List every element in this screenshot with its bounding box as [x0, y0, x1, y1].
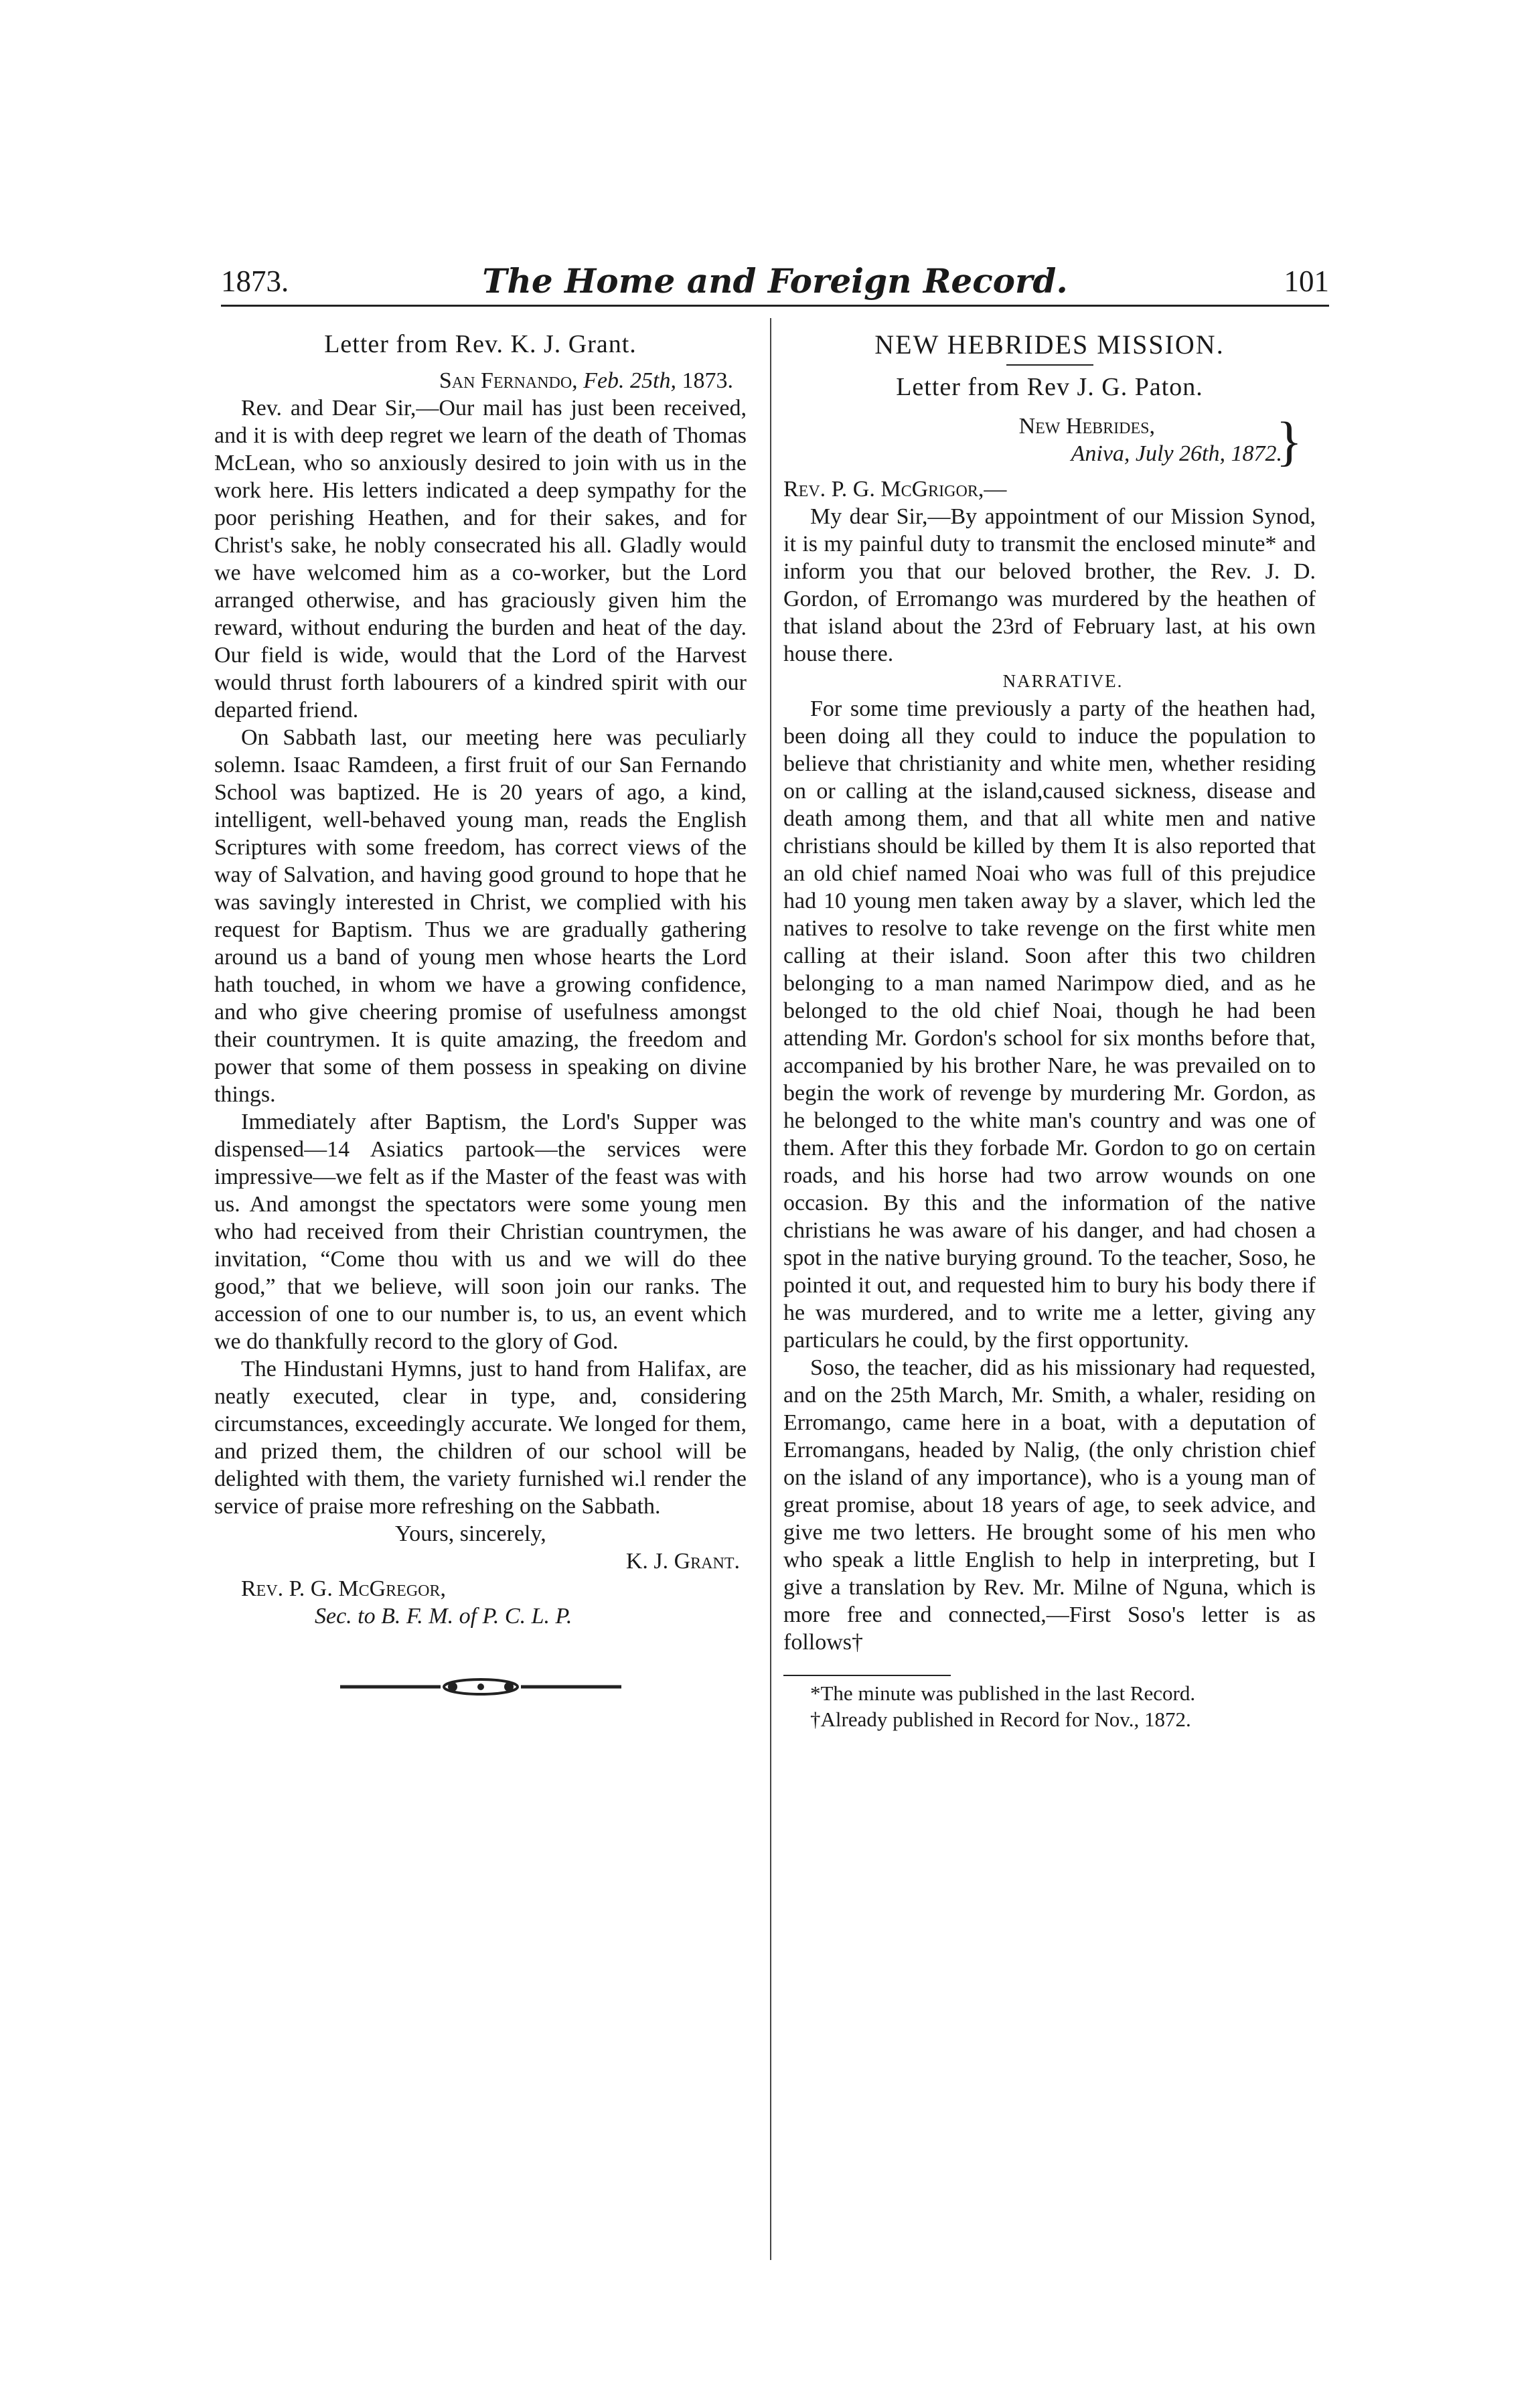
footnote-rule — [783, 1675, 951, 1676]
brace-glyph: } — [1276, 410, 1302, 471]
right-paragraph: For some time previously a party of the heathen had, been doing all they could to induce the population to believe that christianity and white men, whether residing on or calling at the island,caused sickness, disease and death among them, and that all white men and native christians should be killed by them It is also reported that an old chief named Noai who was full of this prejudice had 10 young men taken away by a slaver, which led the natives to resolve to take revenge on the first white men calling at their island. Soon after this two children belonging to a man named Narimpow died, and as he belonged to the old chief Noai, though he had been attending Mr. Gordon's school for six months before that, accompanied by his brother Nare, he was prevailed on to begin the work of revenge by murdering Mr. Gordon, as he belonged to the white man's country and was one of them. After this they forbade Mr. Gordon to go on certain roads, and his horse had two arrow wounds on one occasion. By this and the information of the native christians he was aware of his danger, and had chosen a spot in the native burying ground. To the teacher, Soso, he pointed it out, and requested him to bury his body there if he was murdered, and to write me a letter, giving any particulars he could, by the first opportunity. — [783, 696, 1316, 1353]
right-paragraph: Soso, the teacher, did as his missionary had requested, and on the 25th March, Mr. Smith, a whaler, residing on Erromango, came here in a boat, with a deputation of Erromangans, headed by Nalig, (the only christion chief on the island of any importance), who is a young man of great promise, about 18 years of age, to seek advice, and give me two letters. He brought some of his men who who speak a little English to help in interpreting, but I give a translation by Rev. Mr. Milne of Nguna, which is more free and connected,—First Soso's letter is as follows† — [783, 1355, 1316, 1655]
left-heading: Letter from Rev. K. J. Grant. — [324, 330, 637, 358]
left-column — [214, 328, 747, 1697]
section-title: NEW HEBRIDES MISSION. — [874, 329, 1225, 360]
dateline-date: Aniva, July 26th, 1872. — [1071, 441, 1282, 466]
closing: Yours, sincerely, — [395, 1521, 546, 1546]
intro-paragraph: My dear Sir,—By appointment of our Mission Synod, it is my painful duty to transmit the enclosed minute* and inform you that our beloved brother, the Rev. J. D. Gordon, of Erromango was murdered by the heathen of that island about the 23rd of February last, at his own house there. — [783, 504, 1316, 666]
addressee-title: Sec. to B. F. M. of P. C. L. P. — [315, 1604, 572, 1629]
right-dateline — [783, 410, 1302, 471]
header-rule — [221, 305, 1329, 307]
footnote: †Already published in Record for Nov., 1872. — [810, 1708, 1191, 1731]
section-rule — [1006, 364, 1093, 366]
dateline-place: San Fernando, — [439, 368, 578, 393]
signature: K. J. Grant. — [625, 1549, 740, 1574]
header-year: 1873. — [221, 265, 289, 298]
footnote: *The minute was published in the last Record. — [810, 1681, 1196, 1705]
column-divider — [770, 318, 771, 2260]
header-title: The Home and Foreign Record. — [482, 261, 1068, 301]
right-column — [783, 328, 1316, 1732]
page-number: 101 — [1284, 265, 1329, 298]
left-paragraph: Immediately after Baptism, the Lord's Supper was dispensed—14 Asiatics partook—the services were impressive—we felt as if the Master of the feast was with us. And amongst the spectators were some young men who had received from their Christian countrymen, the invitation, “Come thou with us and we will do thee good,” that we believe, will soon join our ranks. The accession of one to our number is, to us, an event which we do thankfully record to the glory of God. — [214, 1110, 747, 1354]
left-paragraph: The Hindustani Hymns, just to hand from Halifax, are neatly executed, clear in type, and, considering circumstances, exceedingly accurate. We longed for them, and prized them, the children of our school will be delighted with them, the variety furnished wi.l render the service of praise more refreshing on the Sabbath. — [214, 1357, 747, 1519]
dateline-date: Feb. 25th, — [583, 368, 676, 393]
right-heading: Letter from Rev J. G. Paton. — [896, 373, 1203, 401]
left-paragraph: Rev. and Dear Sir,—Our mail has just been received, and it is with deep regret we learn of the death of Thomas McLean, who so anxiously desired to join with us in the work here. His letters indicated a deep sympathy for the poor perishing Heathen, and for their sakes, and for Christ's sake, he nobly consecrated his all. Gladly would we have welcomed him as a co-worker, but the Lord arranged otherwise, and has graciously given him the reward, without enduring the burden and heat of the day. Our field is wide, would that the Lord of the Harvest would thrust forth labourers of a kindred spirit with our departed friend. — [214, 396, 747, 723]
dateline-place: New Hebrides, — [1018, 414, 1155, 439]
salutation: Rev. P. G. McGrigor,— — [783, 477, 1007, 502]
left-dateline — [214, 367, 747, 394]
dateline-year: 1873. — [682, 368, 733, 393]
narrative-subheading: NARRATIVE. — [1002, 671, 1124, 691]
running-head — [221, 258, 1329, 305]
left-paragraph: On Sabbath last, our meeting here was peculiarly solemn. Isaac Ramdeen, a first fruit of our San Fernando School was baptized. He is 20 years of ago, a kind, intelligent, well-behaved young man, reads the English Scriptures with some freedom, has correct views of the way of Salvation, and having good ground to hope that he was savingly interested in Christ, we complied with his request for Baptism. Thus we are gradually gathering around us a band of young men whose hearts the Lord hath touched, in whom we have a growing confidence, and who give cheering promise of usefulness amongst their countrymen. It is quite amazing, the freedom and power that some of them possess in speaking on divine things. — [214, 725, 747, 1107]
addressee: Rev. P. G. McGregor, — [241, 1576, 446, 1601]
ornament-divider — [340, 1677, 621, 1697]
